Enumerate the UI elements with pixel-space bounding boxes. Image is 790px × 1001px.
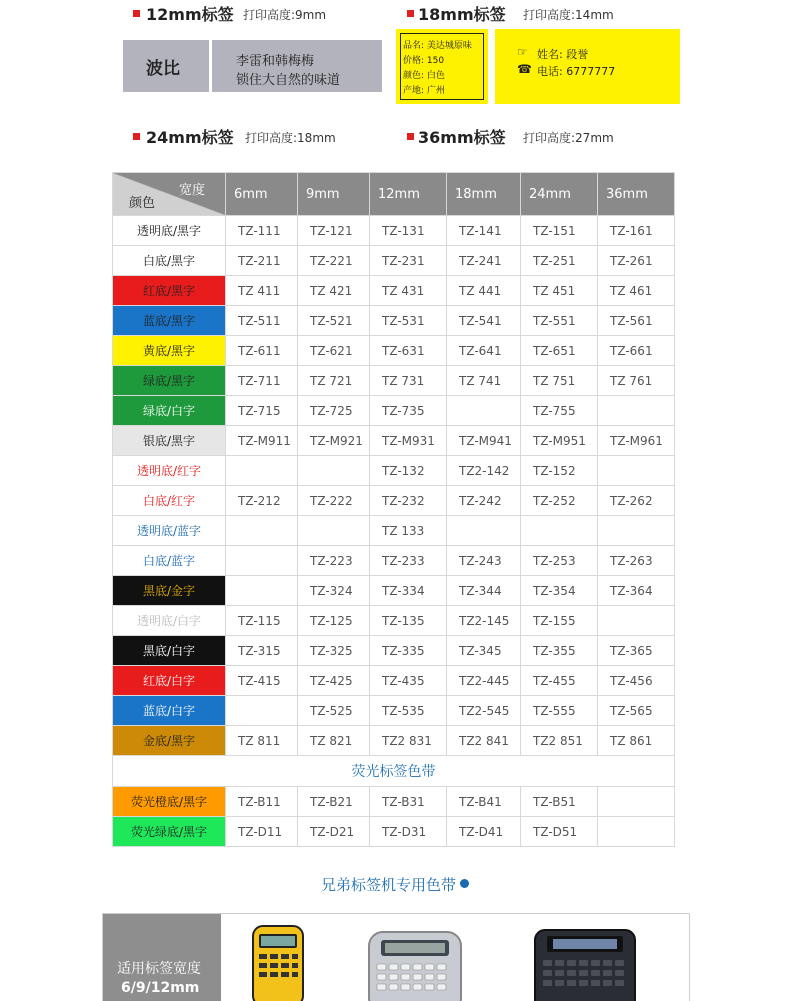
label18-name-line: 姓名: 段誉 [537, 48, 589, 61]
table-row [113, 787, 675, 817]
tape-code-cell: TZ-233 [370, 546, 447, 576]
tape-color-cell: 透明底/红字 [113, 456, 226, 486]
tape-code-cell: TZ2 841 [447, 726, 521, 756]
tape-code-cell: TZ-415 [226, 666, 298, 696]
tape-code-cell: TZ-D31 [370, 817, 447, 847]
tape-code-cell: TZ-B31 [370, 787, 447, 817]
printer-desktop-black [531, 926, 639, 1001]
tape-code-cell: TZ-541 [447, 306, 521, 336]
tape-code-cell: TZ-261 [598, 246, 675, 276]
tape-code-cell: TZ-M941 [447, 426, 521, 456]
tape-code-cell: TZ 461 [598, 276, 675, 306]
tape-color-cell: 白底/蓝字 [113, 546, 226, 576]
tape-code-cell: TZ-251 [521, 246, 598, 276]
label24-title: 24mm标签 [146, 128, 234, 147]
corner-width-label: 宽度 [178, 183, 205, 198]
tape-code-cell [226, 576, 298, 606]
info-icon [460, 879, 469, 888]
tape-code-cell: TZ-335 [370, 636, 447, 666]
table-row [113, 276, 675, 306]
tape-code-cell [521, 516, 598, 546]
tape-code-cell: TZ-344 [447, 576, 521, 606]
table-row [113, 366, 675, 396]
tape-code-cell: TZ-B41 [447, 787, 521, 817]
tape-code-cell: TZ-755 [521, 396, 598, 426]
tape-code-cell: TZ-456 [598, 666, 675, 696]
tape-code-cell: TZ-232 [370, 486, 447, 516]
printer-desktop-silver [365, 928, 465, 1001]
tape-code-cell: TZ 741 [447, 366, 521, 396]
tape-code-cell: TZ-231 [370, 246, 447, 276]
tape-color-cell: 白底/红字 [113, 486, 226, 516]
tape-code-cell: TZ-132 [370, 456, 447, 486]
table-row [113, 576, 675, 606]
phone-icon: ☎ [517, 62, 532, 76]
tape-code-cell: TZ-334 [370, 576, 447, 606]
label36-height: 打印高度:27mm [523, 131, 614, 145]
tape-code-cell: TZ2-445 [447, 666, 521, 696]
bullet-24 [133, 133, 140, 140]
tape-code-cell: TZ-B21 [298, 787, 370, 817]
tape-code-cell: TZ-M921 [298, 426, 370, 456]
tape-code-cell: TZ-D21 [298, 817, 370, 847]
tape-code-cell: TZ-631 [370, 336, 447, 366]
tape-code-cell: TZ-651 [521, 336, 598, 366]
tape-code-cell: TZ-535 [370, 696, 447, 726]
tape-code-cell: TZ-621 [298, 336, 370, 366]
table-row [113, 216, 675, 246]
col-header-18mm: 18mm [447, 173, 521, 216]
table-row [113, 336, 675, 366]
col-header-24mm: 24mm [521, 173, 598, 216]
tape-code-cell: TZ-725 [298, 396, 370, 426]
label12-title: 12mm标签 [146, 5, 234, 24]
tape-code-cell: TZ-525 [298, 696, 370, 726]
table-row [113, 817, 675, 847]
fluorescent-section-title: 荧光标签色带 [113, 756, 675, 787]
tape-code-cell: TZ-212 [226, 486, 298, 516]
tape-code-cell: TZ 761 [598, 366, 675, 396]
tape-code-cell: TZ-425 [298, 666, 370, 696]
tape-color-cell: 白底/黑字 [113, 246, 226, 276]
label12-sample [123, 40, 382, 92]
tape-code-cell [226, 456, 298, 486]
tape-code-cell [598, 787, 675, 817]
table-header-row [113, 173, 675, 216]
label18-line-2: 颜色: 白色 [403, 71, 445, 81]
tape-color-cell: 荧光绿底/黑字 [113, 817, 226, 847]
tape-color-cell: 黄底/黑字 [113, 336, 226, 366]
tape-code-cell: TZ-111 [226, 216, 298, 246]
tape-color-cell: 绿底/白字 [113, 396, 226, 426]
tape-code-cell: TZ-M961 [598, 426, 675, 456]
tape-code-cell: TZ2-142 [447, 456, 521, 486]
tape-code-cell: TZ-D51 [521, 817, 598, 847]
tape-code-cell: TZ-121 [298, 216, 370, 246]
tape-code-cell: TZ 411 [226, 276, 298, 306]
tape-code-cell [598, 396, 675, 426]
brother-tape-subtitle [0, 874, 790, 895]
tape-code-cell: TZ-435 [370, 666, 447, 696]
table-row [113, 396, 675, 426]
tape-code-cell: TZ-M931 [370, 426, 447, 456]
col-header-9mm: 9mm [298, 173, 370, 216]
tape-code-cell: TZ-152 [521, 456, 598, 486]
tape-code-cell [298, 456, 370, 486]
tape-code-cell: TZ-531 [370, 306, 447, 336]
compatible-width-value: 6/9/12mm [121, 980, 200, 996]
bullet-18 [407, 10, 414, 17]
tape-code-cell: TZ-253 [521, 546, 598, 576]
table-row [113, 426, 675, 456]
label12-line1: 李雷和韩梅梅 [236, 54, 315, 69]
tape-code-cell: TZ 133 [370, 516, 447, 546]
tape-code-cell: TZ-611 [226, 336, 298, 366]
tape-color-cell: 金底/黑字 [113, 726, 226, 756]
tape-code-cell [447, 516, 521, 546]
tape-color-cell: 透明底/白字 [113, 606, 226, 636]
tape-code-cell: TZ2-145 [447, 606, 521, 636]
tape-color-cell: 蓝底/白字 [113, 696, 226, 726]
tape-code-cell: TZ-262 [598, 486, 675, 516]
tape-code-cell [298, 516, 370, 546]
label12-box-title: 波比 [146, 59, 180, 79]
tape-code-cell: TZ-252 [521, 486, 598, 516]
label18-line-3: 产地: 广州 [403, 86, 445, 96]
tape-code-cell: TZ-D11 [226, 817, 298, 847]
tape-code-cell: TZ-D41 [447, 817, 521, 847]
table-row [113, 486, 675, 516]
tape-code-cell: TZ-735 [370, 396, 447, 426]
table-row [113, 636, 675, 666]
tape-code-cell: TZ 441 [447, 276, 521, 306]
compatible-printers-band [102, 913, 690, 1001]
tape-color-cell: 荧光橙底/黑字 [113, 787, 226, 817]
tape-code-cell: TZ-B51 [521, 787, 598, 817]
label36-title: 36mm标签 [418, 128, 506, 147]
tape-code-cell: TZ-565 [598, 696, 675, 726]
label18-line-1: 价格: 150 [403, 56, 445, 66]
table-row [113, 246, 675, 276]
label24-height: 打印高度:18mm [245, 131, 336, 145]
tape-code-cell: TZ2-545 [447, 696, 521, 726]
subtitle-text: 兄弟标签机专用色带 [320, 876, 456, 894]
tape-code-cell: TZ-115 [226, 606, 298, 636]
tape-code-cell [598, 606, 675, 636]
tape-code-cell: TZ-715 [226, 396, 298, 426]
tape-code-cell [598, 516, 675, 546]
tape-code-cell: TZ-455 [521, 666, 598, 696]
table-row [113, 546, 675, 576]
tape-code-cell: TZ 731 [370, 366, 447, 396]
tape-code-cell: TZ-M951 [521, 426, 598, 456]
tape-code-cell: TZ-641 [447, 336, 521, 366]
tape-color-cell: 黑底/金字 [113, 576, 226, 606]
tape-code-cell: TZ-661 [598, 336, 675, 366]
tape-code-cell: TZ 451 [521, 276, 598, 306]
tape-code-cell: TZ-B11 [226, 787, 298, 817]
tape-code-cell: TZ-151 [521, 216, 598, 246]
tape-color-cell: 透明底/蓝字 [113, 516, 226, 546]
tape-code-cell: TZ-555 [521, 696, 598, 726]
tape-code-cell: TZ-241 [447, 246, 521, 276]
tape-code-cell: TZ-561 [598, 306, 675, 336]
tape-color-cell: 透明底/黑字 [113, 216, 226, 246]
table-row [113, 606, 675, 636]
compatible-width-panel [103, 914, 221, 1001]
tape-code-cell: TZ-125 [298, 606, 370, 636]
tape-code-cell: TZ-711 [226, 366, 298, 396]
tape-code-cell: TZ 431 [370, 276, 447, 306]
tape-code-cell [226, 516, 298, 546]
label18-sample-a [396, 29, 488, 104]
tape-color-cell: 蓝底/黑字 [113, 306, 226, 336]
tape-code-cell: TZ-161 [598, 216, 675, 246]
tape-code-cell: TZ-M911 [226, 426, 298, 456]
tape-code-cell: TZ-551 [521, 306, 598, 336]
tape-color-cell: 绿底/黑字 [113, 366, 226, 396]
compatible-width-label: 适用标签宽度 [117, 961, 201, 977]
tape-code-cell: TZ-222 [298, 486, 370, 516]
table-row [113, 726, 675, 756]
tape-code-cell [226, 546, 298, 576]
col-header-12mm: 12mm [370, 173, 447, 216]
col-header-6mm: 6mm [226, 173, 298, 216]
label18-phone-line: 电话: 6777777 [537, 65, 616, 78]
tape-code-cell: TZ-155 [521, 606, 598, 636]
tape-code-cell: TZ 751 [521, 366, 598, 396]
tape-code-cell: TZ 821 [298, 726, 370, 756]
tape-code-cell: TZ-135 [370, 606, 447, 636]
label12-height: 打印高度:9mm [243, 8, 327, 22]
tape-code-cell: TZ-131 [370, 216, 447, 246]
tape-code-cell: TZ-345 [447, 636, 521, 666]
tape-code-cell: TZ-211 [226, 246, 298, 276]
tape-color-cell: 红底/白字 [113, 666, 226, 696]
tape-code-cell: TZ-243 [447, 546, 521, 576]
tape-code-cell: TZ-221 [298, 246, 370, 276]
tape-code-cell: TZ-364 [598, 576, 675, 606]
table-row [113, 666, 675, 696]
tape-code-cell: TZ-223 [298, 546, 370, 576]
label18-sample-b [495, 29, 680, 104]
tape-code-cell [598, 456, 675, 486]
tape-code-cell [447, 396, 521, 426]
label18-title: 18mm标签 [418, 5, 506, 24]
bullet-12 [133, 10, 140, 17]
tape-code-cell: TZ 861 [598, 726, 675, 756]
tape-code-cell: TZ-355 [521, 636, 598, 666]
tape-code-cell: TZ 421 [298, 276, 370, 306]
tape-color-cell: 黑底/白字 [113, 636, 226, 666]
label18-line-0: 品名: 美达城原味 [403, 41, 472, 51]
label12-line2: 锁住大自然的味道 [236, 73, 341, 88]
tape-code-cell: TZ2 831 [370, 726, 447, 756]
tape-code-cell: TZ-325 [298, 636, 370, 666]
bullet-36 [407, 133, 414, 140]
tape-code-cell: TZ-324 [298, 576, 370, 606]
table-row [113, 456, 675, 486]
tape-code-cell: TZ 811 [226, 726, 298, 756]
tape-code-cell: TZ-511 [226, 306, 298, 336]
tape-spec-table [112, 172, 675, 847]
tape-code-cell: TZ 721 [298, 366, 370, 396]
tape-code-cell: TZ-242 [447, 486, 521, 516]
tape-code-cell: TZ-354 [521, 576, 598, 606]
tape-code-cell: TZ-521 [298, 306, 370, 336]
table-row [113, 516, 675, 546]
tape-color-cell: 红底/黑字 [113, 276, 226, 306]
tape-code-cell: TZ-315 [226, 636, 298, 666]
tape-code-cell: TZ2 851 [521, 726, 598, 756]
table-row [113, 306, 675, 336]
table-row [113, 696, 675, 726]
tape-code-cell [226, 696, 298, 726]
tape-code-cell: TZ-263 [598, 546, 675, 576]
tape-code-cell: TZ-365 [598, 636, 675, 666]
tape-code-cell [598, 817, 675, 847]
label18-height: 打印高度:14mm [523, 8, 614, 22]
printer-handheld-yellow [243, 924, 313, 1001]
col-header-36mm: 36mm [598, 173, 675, 216]
tape-color-cell: 银底/黑字 [113, 426, 226, 456]
table-corner [113, 173, 226, 216]
tape-code-cell: TZ-141 [447, 216, 521, 246]
handshake-icon: ☞ [517, 45, 528, 59]
corner-color-label: 颜色 [129, 196, 156, 211]
fluorescent-section-row [113, 756, 675, 787]
